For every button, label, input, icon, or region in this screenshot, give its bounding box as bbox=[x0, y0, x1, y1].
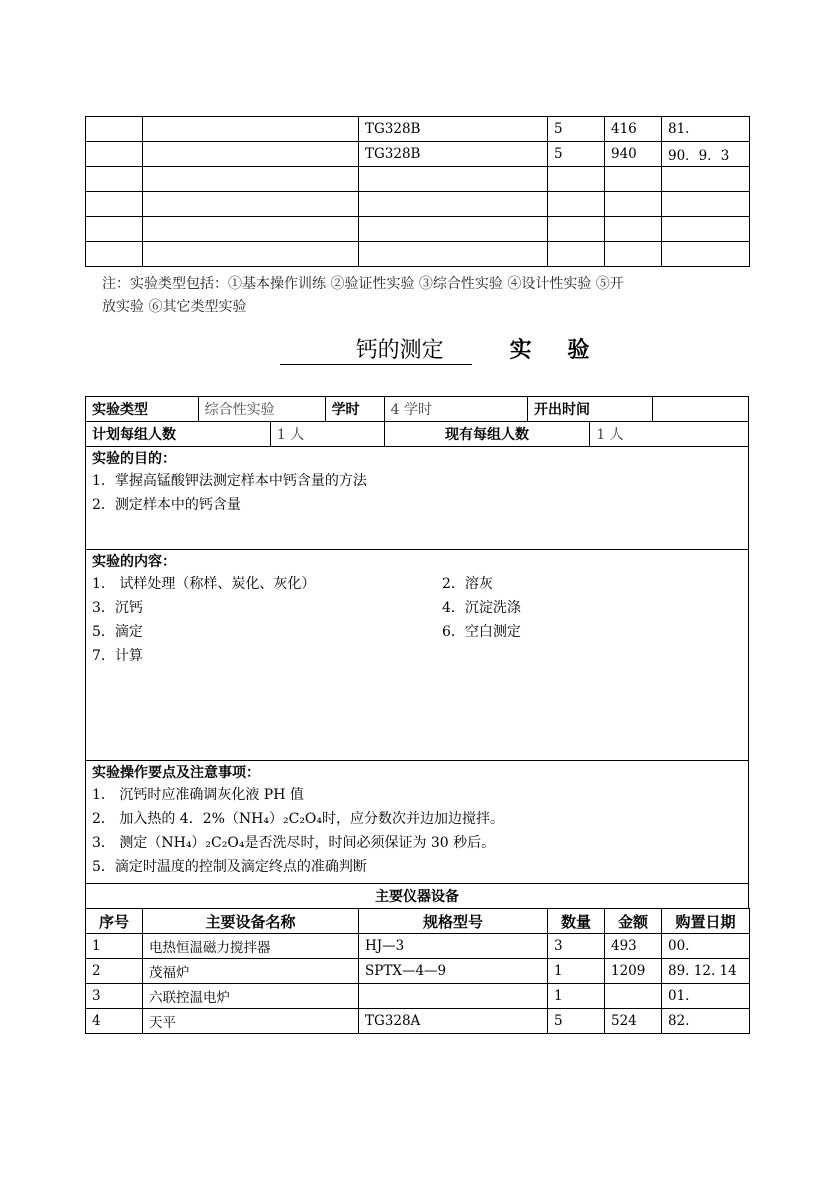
equipment-heading: 主要仪器设备 bbox=[86, 884, 749, 909]
equipment-column-header: 数量 bbox=[548, 909, 605, 934]
equipment-cell: TG328A bbox=[359, 1009, 548, 1034]
top-table-cell bbox=[86, 192, 143, 217]
experiment-form bbox=[85, 396, 749, 909]
top-table-cell: 416 bbox=[605, 117, 662, 142]
top-table-cell: 940 bbox=[605, 142, 662, 167]
purpose-section bbox=[86, 447, 749, 550]
experiment-type-note bbox=[102, 273, 742, 319]
top-table-cell: 90．9．3 bbox=[662, 142, 750, 167]
top-table-cell bbox=[143, 192, 359, 217]
equipment-cell: 82. bbox=[662, 1009, 750, 1034]
top-table-cell bbox=[605, 192, 662, 217]
top-table-cell bbox=[359, 217, 548, 242]
equipment-cell: 1209 bbox=[605, 959, 662, 984]
notes-item: 2． 加入热的 4．2%（NH₄）₂C₂O₄时，应分数次并边加边搅拌。 bbox=[92, 811, 505, 827]
notes-item: 5．滴定时温度的控制及滴定终点的准确判断 bbox=[92, 859, 367, 875]
top-table-cell bbox=[548, 167, 605, 192]
top-table-row bbox=[86, 192, 750, 217]
title-suffix: 实 验 bbox=[509, 337, 604, 363]
top-table-cell bbox=[86, 142, 143, 167]
note-line-2: 放实验 ⑥其它类型实验 bbox=[102, 299, 247, 315]
top-table-cell bbox=[143, 167, 359, 192]
equipment-column-header: 主要设备名称 bbox=[143, 909, 359, 934]
top-table-row bbox=[86, 117, 750, 142]
info-row-1 bbox=[86, 397, 749, 422]
top-continuation-table bbox=[85, 116, 750, 267]
equipment-table bbox=[85, 908, 750, 1034]
type-label: 实验类型 bbox=[86, 397, 199, 422]
top-table-cell bbox=[662, 192, 750, 217]
top-table-cell bbox=[548, 242, 605, 267]
type-value: 综合性实验 bbox=[198, 397, 325, 422]
notes-heading: 实验操作要点及注意事项： bbox=[92, 765, 260, 781]
content-item: 6．空白测定 bbox=[442, 624, 521, 640]
equipment-cell: 电热恒温磁力搅拌器 bbox=[143, 934, 359, 959]
top-table-cell bbox=[662, 242, 750, 267]
equipment-cell: 2 bbox=[86, 959, 143, 984]
purpose-item: 1．掌握高锰酸钾法测定样本中钙含量的方法 bbox=[92, 473, 367, 489]
equipment-cell: 3 bbox=[86, 984, 143, 1009]
notes-section bbox=[86, 761, 749, 884]
equipment-row bbox=[86, 959, 750, 984]
top-table-cell bbox=[605, 242, 662, 267]
top-table-cell bbox=[86, 217, 143, 242]
top-table-cell bbox=[359, 242, 548, 267]
current-group-label: 现有每组人数 bbox=[384, 422, 590, 447]
content-item: 1． 试样处理（称样、炭化、灰化） bbox=[92, 576, 316, 592]
equipment-row bbox=[86, 984, 750, 1009]
top-table-row bbox=[86, 242, 750, 267]
top-table-cell bbox=[605, 217, 662, 242]
purpose-item: 2．测定样本中的钙含量 bbox=[92, 497, 241, 513]
content-item: 2．溶灰 bbox=[442, 576, 493, 592]
top-table-cell bbox=[86, 167, 143, 192]
notes-item: 3． 测定（NH₄）₂C₂O₄是否洗尽时，时间必须保证为 30 秒后。 bbox=[92, 835, 496, 851]
equipment-cell: 493 bbox=[605, 934, 662, 959]
equipment-heading-row bbox=[86, 884, 749, 909]
top-table-cell bbox=[359, 167, 548, 192]
equipment-cell: SPTX—4—9 bbox=[359, 959, 548, 984]
top-table-cell bbox=[548, 192, 605, 217]
top-table-cell bbox=[143, 217, 359, 242]
top-table-cell bbox=[548, 217, 605, 242]
page-title bbox=[0, 333, 835, 365]
equipment-row bbox=[86, 934, 750, 959]
content-item: 5．滴定 bbox=[92, 624, 143, 640]
top-table-cell: 5 bbox=[548, 117, 605, 142]
equipment-cell: 01. bbox=[662, 984, 750, 1009]
content-row bbox=[92, 596, 742, 620]
equipment-column-header: 金额 bbox=[605, 909, 662, 934]
equipment-row bbox=[86, 1009, 750, 1034]
content-heading: 实验的内容： bbox=[92, 554, 176, 570]
top-table-cell: TG328B bbox=[359, 117, 548, 142]
equipment-cell: 5 bbox=[548, 1009, 605, 1034]
top-table-cell bbox=[86, 117, 143, 142]
note-line-1: 注：实验类型包括：①基本操作训练 ②验证性实验 ③综合性实验 ④设计性实验 ⑤开 bbox=[102, 276, 624, 292]
equipment-cell: 1 bbox=[548, 984, 605, 1009]
content-section bbox=[86, 550, 749, 761]
top-table-cell bbox=[359, 192, 548, 217]
content-item: 3．沉钙 bbox=[92, 600, 143, 616]
content-row bbox=[92, 572, 742, 596]
content-row bbox=[92, 644, 742, 668]
purpose-heading: 实验的目的： bbox=[92, 451, 176, 467]
content-item: 4．沉淀洗涤 bbox=[442, 600, 521, 616]
equipment-cell bbox=[605, 984, 662, 1009]
equipment-cell: 4 bbox=[86, 1009, 143, 1034]
equipment-cell: 六联控温电炉 bbox=[143, 984, 359, 1009]
hours-value: 4 学时 bbox=[384, 397, 527, 422]
top-table-cell: TG328B bbox=[359, 142, 548, 167]
equipment-cell: 89. 12. 14 bbox=[662, 959, 750, 984]
top-table-row bbox=[86, 142, 750, 167]
top-table-row bbox=[86, 217, 750, 242]
open-time-label: 开出时间 bbox=[527, 397, 652, 422]
equipment-column-header: 规格型号 bbox=[359, 909, 548, 934]
equipment-header-row bbox=[86, 909, 750, 934]
equipment-cell: 00. bbox=[662, 934, 750, 959]
title-subject: 钙的测定 bbox=[280, 333, 472, 365]
open-time-value bbox=[652, 397, 748, 422]
notes-item: 1． 沉钙时应准确调灰化液 PH 值 bbox=[92, 787, 304, 803]
equipment-cell: 1 bbox=[548, 959, 605, 984]
top-table-cell: 5 bbox=[548, 142, 605, 167]
equipment-cell: 1 bbox=[86, 934, 143, 959]
equipment-column-header: 序号 bbox=[86, 909, 143, 934]
equipment-cell bbox=[359, 984, 548, 1009]
equipment-cell: HJ—3 bbox=[359, 934, 548, 959]
top-table-cell bbox=[143, 242, 359, 267]
top-table-cell bbox=[605, 167, 662, 192]
top-table-cell bbox=[143, 142, 359, 167]
top-table-cell bbox=[662, 167, 750, 192]
content-row bbox=[92, 620, 742, 644]
info-row-2 bbox=[86, 422, 749, 447]
top-table-cell: 81. bbox=[662, 117, 750, 142]
equipment-cell: 天平 bbox=[143, 1009, 359, 1034]
plan-group-label: 计划每组人数 bbox=[86, 422, 271, 447]
top-table-cell bbox=[662, 217, 750, 242]
top-table-cell bbox=[86, 242, 143, 267]
content-item: 7．计算 bbox=[92, 648, 143, 664]
equipment-cell: 524 bbox=[605, 1009, 662, 1034]
equipment-cell: 茂福炉 bbox=[143, 959, 359, 984]
top-table-row bbox=[86, 167, 750, 192]
plan-group-value: 1 人 bbox=[270, 422, 384, 447]
top-table-cell bbox=[143, 117, 359, 142]
hours-label: 学时 bbox=[325, 397, 384, 422]
equipment-column-header: 购置日期 bbox=[662, 909, 750, 934]
current-group-value: 1 人 bbox=[590, 422, 749, 447]
equipment-cell: 3 bbox=[548, 934, 605, 959]
